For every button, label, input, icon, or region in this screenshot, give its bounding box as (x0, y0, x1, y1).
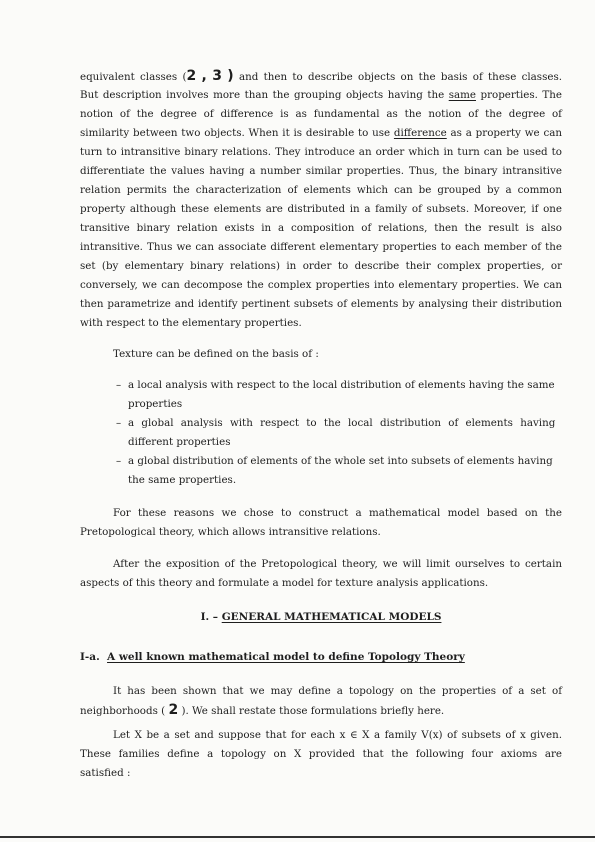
underlined-word: same (448, 89, 476, 101)
section-title: GENERAL MATHEMATICAL MODELS (221, 611, 442, 623)
text-line: For these reasons we chose to construct a mathematical model based on the (113, 507, 562, 519)
text-line: turn to intransitive binary relations. They introduce an order which in turn can be used to (80, 146, 562, 158)
section-number: I. – (200, 611, 222, 623)
text-line: differentiate the values having a number similar properties. Thus, the binary intransitive (80, 165, 562, 177)
text-line: notion of the degree of difference is as fundamental as the notion of the degree of (80, 108, 562, 120)
bullet-dash: – (116, 417, 122, 429)
text-segment: But description involves more than the grouping objects having the (80, 89, 449, 101)
text-segment: and then to describe objects on the basis of these classes. (238, 71, 563, 83)
text-line: transitive binary relation exists in a composition of relations, then the result is also (80, 222, 562, 234)
text-line: property although these elements are distributed in a family of subsets. Moreover, if one (80, 203, 562, 215)
text-line: set (by elementary binary relations) in order to describe their complex properties, or (80, 260, 562, 272)
bullet-continuation: different properties (128, 436, 231, 448)
bullet-continuation: properties (128, 398, 183, 410)
text-segment: neighborhoods ( (80, 705, 169, 717)
bullet-text: a local analysis with respect to the local distribution of elements having the same (128, 379, 555, 391)
text-line: It has been shown that we may define a topology on the properties of a set of (113, 685, 562, 697)
text-line: These families define a topology on X provided that the following four axioms are (80, 748, 562, 760)
text-segment: equivalent classes ( (80, 71, 187, 83)
text-line: with respect to the elementary properties. (80, 317, 302, 329)
text-line: Texture can be defined on the basis of : (113, 348, 319, 360)
bullet-text: a global distribution of elements of the whole set into subsets of elements having (128, 455, 553, 467)
text-line: relation permits the characterization of elements which can be grouped by a common (80, 184, 562, 196)
underlined-word: difference (393, 127, 447, 139)
handwritten-reference: 2 (168, 702, 179, 718)
text-segment: ). We shall restate those formulations briefly here. (178, 705, 445, 717)
scan-edge-line (0, 836, 595, 838)
subsection-heading (80, 648, 465, 666)
text-line (80, 86, 562, 104)
text-segment: properties. The (475, 89, 562, 101)
handwritten-paren: ) (227, 68, 234, 84)
text-line (80, 701, 562, 720)
bullet-dash: – (116, 455, 122, 467)
text-line (80, 67, 562, 86)
text-segment: as a property we can (446, 127, 562, 139)
text-line: satisfied : (80, 767, 131, 779)
bullet-continuation: the same properties. (128, 474, 237, 486)
subsection-number: I-a. (80, 651, 100, 663)
bullet-text: a global analysis with respect to the local distribution of elements having (128, 417, 556, 429)
text-line: After the exposition of the Pretopological theory, we will limit ourselves to certain (113, 558, 562, 570)
text-line: then parametrize and identify pertinent subsets of elements by analysing their distribution (80, 298, 562, 310)
text-line: conversely, we can decompose the complex properties into elementary properties. We can (80, 279, 562, 291)
text-line (80, 124, 562, 142)
section-heading (80, 608, 562, 626)
handwritten-reference: 3 (212, 68, 222, 84)
bullet-dash: – (116, 379, 122, 391)
text-line: aspects of this theory and formulate a model for texture analysis applications. (80, 577, 489, 589)
text-line: Pretopological theory, which allows intransitive relations. (80, 526, 381, 538)
text-line: intransitive. Thus we can associate different elementary properties to each member of the (80, 241, 562, 253)
text-line: Let X be a set and suppose that for each x ∈ X a family V(x) of subsets of x given. (113, 729, 562, 741)
handwritten-reference: 2 (186, 68, 197, 84)
text-segment: similarity between two objects. When it is desirable to use (80, 127, 394, 139)
handwritten-comma: , (201, 68, 207, 84)
subsection-title: A well known mathematical model to define Topology Theory (107, 651, 465, 663)
